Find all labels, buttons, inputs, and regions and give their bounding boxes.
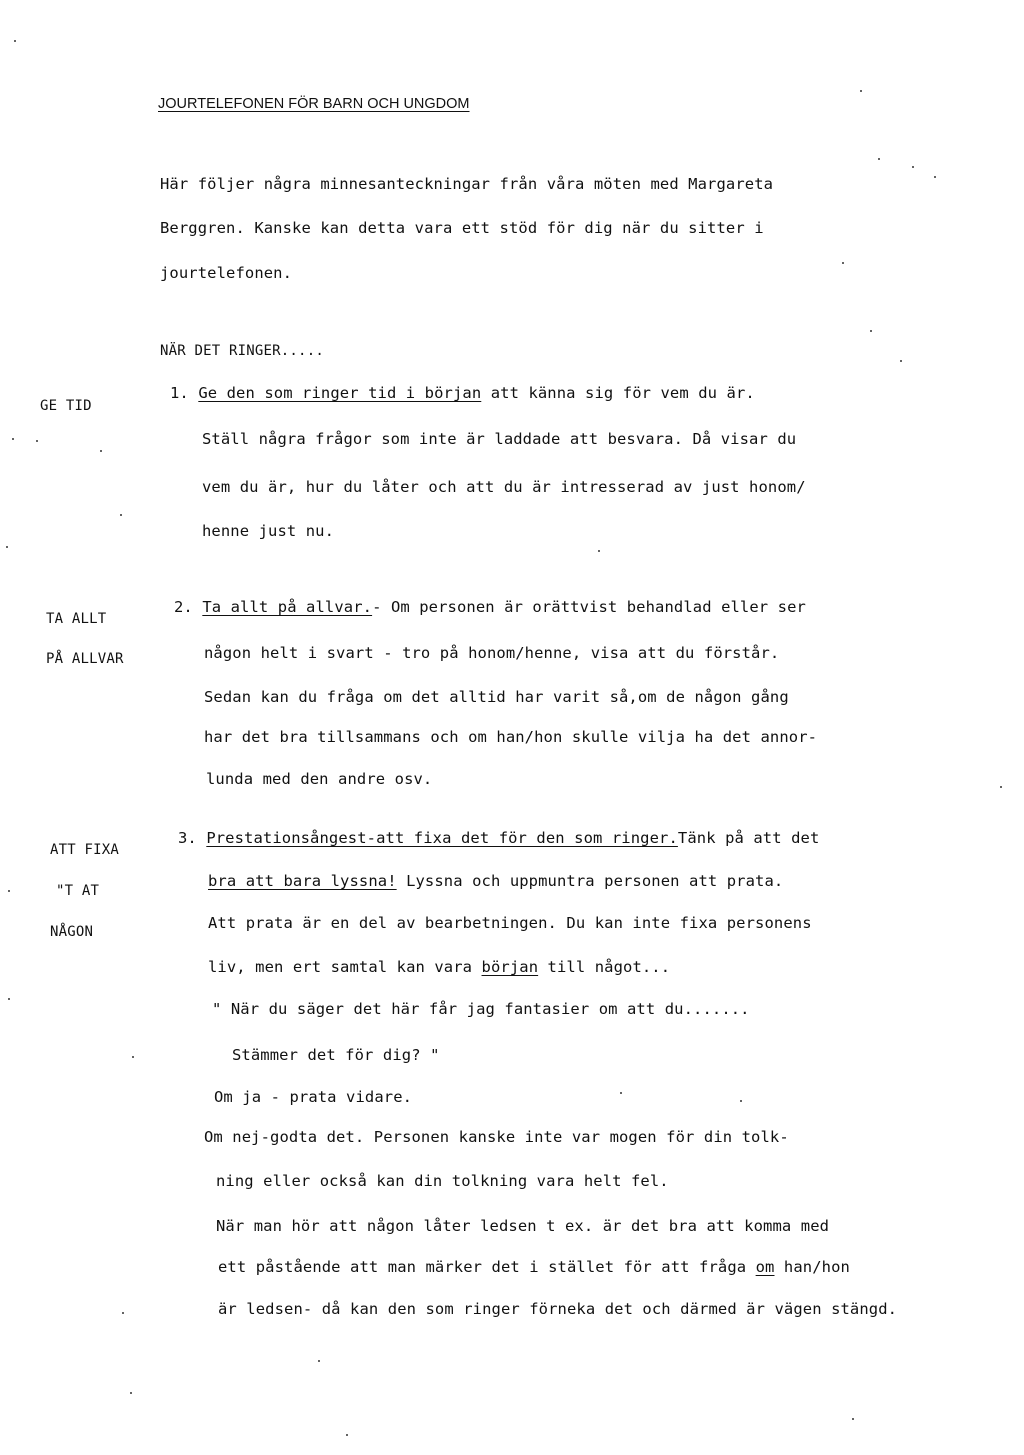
item-3-title: Prestationsångest-att fixa det för den som ringer.: [206, 829, 678, 847]
margin-note-ta-allt: TA ALLT: [46, 611, 107, 627]
scan-speck: [900, 360, 902, 362]
margin-note-t-at: "T AT: [56, 883, 100, 899]
item-2-title: Ta allt på allvar.: [202, 598, 373, 616]
item-3-line-2-rest: Lyssna och uppmuntra personen att prata.: [396, 872, 784, 890]
item-2-title-rest: - Om personen är orättvist behandlad eller ser: [372, 598, 806, 616]
scan-speck: [878, 158, 880, 160]
item-2-number: 2.: [174, 598, 193, 616]
item-3-line-2-underlined: bra att bara lyssna!: [208, 872, 397, 890]
intro-line-1: Här följer några minnesanteckningar från våra möten med Margareta: [160, 175, 774, 193]
scan-speck: [852, 1418, 854, 1420]
scan-speck: [36, 440, 38, 442]
item-3-if-no-line-2: ning eller också kan din tolkning vara helt fel.: [216, 1172, 669, 1190]
scan-speck: [122, 1312, 124, 1314]
margin-note-att-fixa: ATT FIXA: [50, 842, 120, 858]
item-3-number: 3.: [178, 829, 197, 847]
item-1-number: 1.: [170, 384, 189, 402]
document-title: JOURTELEFONEN FÖR BARN OCH UNGDOM: [158, 96, 470, 112]
scan-speck: [740, 1100, 742, 1102]
scan-speck: [14, 40, 16, 42]
margin-note-ge-tid: GE TID: [40, 398, 92, 414]
scan-speck: [8, 998, 10, 1000]
item-3-line-4-underlined: början: [481, 958, 539, 976]
item-3-closing-line-3: är ledsen- då kan den som ringer förneka det och därmed är vägen stängd.: [218, 1300, 898, 1318]
scan-speck: [842, 262, 844, 264]
item-2-body-line-2: Sedan kan du fråga om det alltid har varit så,om de någon gång: [204, 688, 789, 706]
intro-line-3: jourtelefonen.: [160, 264, 293, 282]
item-3-closing-line-2: [218, 1258, 850, 1276]
scan-speck: [870, 330, 872, 332]
scan-speck: [130, 1392, 132, 1394]
scan-speck: [120, 514, 122, 516]
item-1-title: Ge den som ringer tid i början: [198, 384, 482, 402]
item-1-title-rest: att känna sig för vem du är.: [481, 384, 755, 402]
item-3-title-rest: Tänk på att det: [677, 829, 820, 847]
item-3-quote-line-2: Stämmer det för dig? ": [232, 1046, 440, 1064]
item-2-body-line-1: någon helt i svart - tro på honom/henne, visa att du förstår.: [204, 644, 780, 662]
scan-speck: [318, 1360, 320, 1362]
scan-speck: [6, 546, 8, 548]
item-3-closing-line-2-a: ett påstående att man märker det i stället för att fråga: [218, 1258, 756, 1276]
item-1-body-line-1: Ställ några frågor som inte är laddade att besvara. Då visar du: [202, 430, 797, 448]
item-3-line-4-a: liv, men ert samtal kan vara: [208, 958, 482, 976]
item-3-quote-line-1: " När du säger det här får jag fantasier om att du.......: [212, 1000, 750, 1018]
item-3-if-no-line-1: Om nej-godta det. Personen kanske inte var mogen för din tolk-: [204, 1128, 789, 1146]
item-3-closing-line-2-underlined: om: [755, 1258, 775, 1276]
scan-speck: [100, 450, 102, 452]
intro-line-2: Berggren. Kanske kan detta vara ett stöd för dig när du sitter i: [160, 219, 764, 237]
scan-speck: [132, 1056, 134, 1058]
margin-note-pa-allvar: PÅ ALLVAR: [46, 651, 124, 667]
item-3-line-4: [208, 958, 670, 976]
scan-speck: [860, 90, 862, 92]
item-3-line-3: Att prata är en del av bearbetningen. Du kan inte fixa personens: [208, 914, 812, 932]
item-3-closing-line-1: När man hör att någon låter ledsen t ex. är det bra att komma med: [216, 1217, 830, 1235]
item-2-heading: [174, 598, 806, 616]
scan-speck: [912, 166, 914, 168]
scan-speck: [1000, 786, 1002, 788]
item-2-body-line-3: har det bra tillsammans och om han/hon skulle vilja ha det annor-: [204, 728, 818, 746]
scan-speck: [934, 176, 936, 178]
scan-speck: [8, 890, 10, 892]
section-heading: NÄR DET RINGER.....: [160, 343, 324, 359]
margin-note-nagon: NÅGON: [50, 924, 94, 940]
scan-speck: [12, 438, 14, 440]
item-3-line-4-b: till något...: [538, 958, 671, 976]
item-3-closing-line-2-b: han/hon: [774, 1258, 850, 1276]
item-1-body-line-3: henne just nu.: [202, 522, 335, 540]
item-1-heading: [170, 384, 755, 402]
item-3-heading: [178, 829, 819, 847]
item-3-if-yes: Om ja - prata vidare.: [214, 1088, 413, 1106]
scan-speck: [598, 550, 600, 552]
item-3-line-2: [208, 872, 783, 890]
scan-speck: [620, 1092, 622, 1094]
item-2-body-line-4: lunda med den andre osv.: [206, 770, 433, 788]
item-1-body-line-2: vem du är, hur du låter och att du är intresserad av just honom/: [202, 478, 806, 496]
scan-speck: [346, 1434, 348, 1436]
